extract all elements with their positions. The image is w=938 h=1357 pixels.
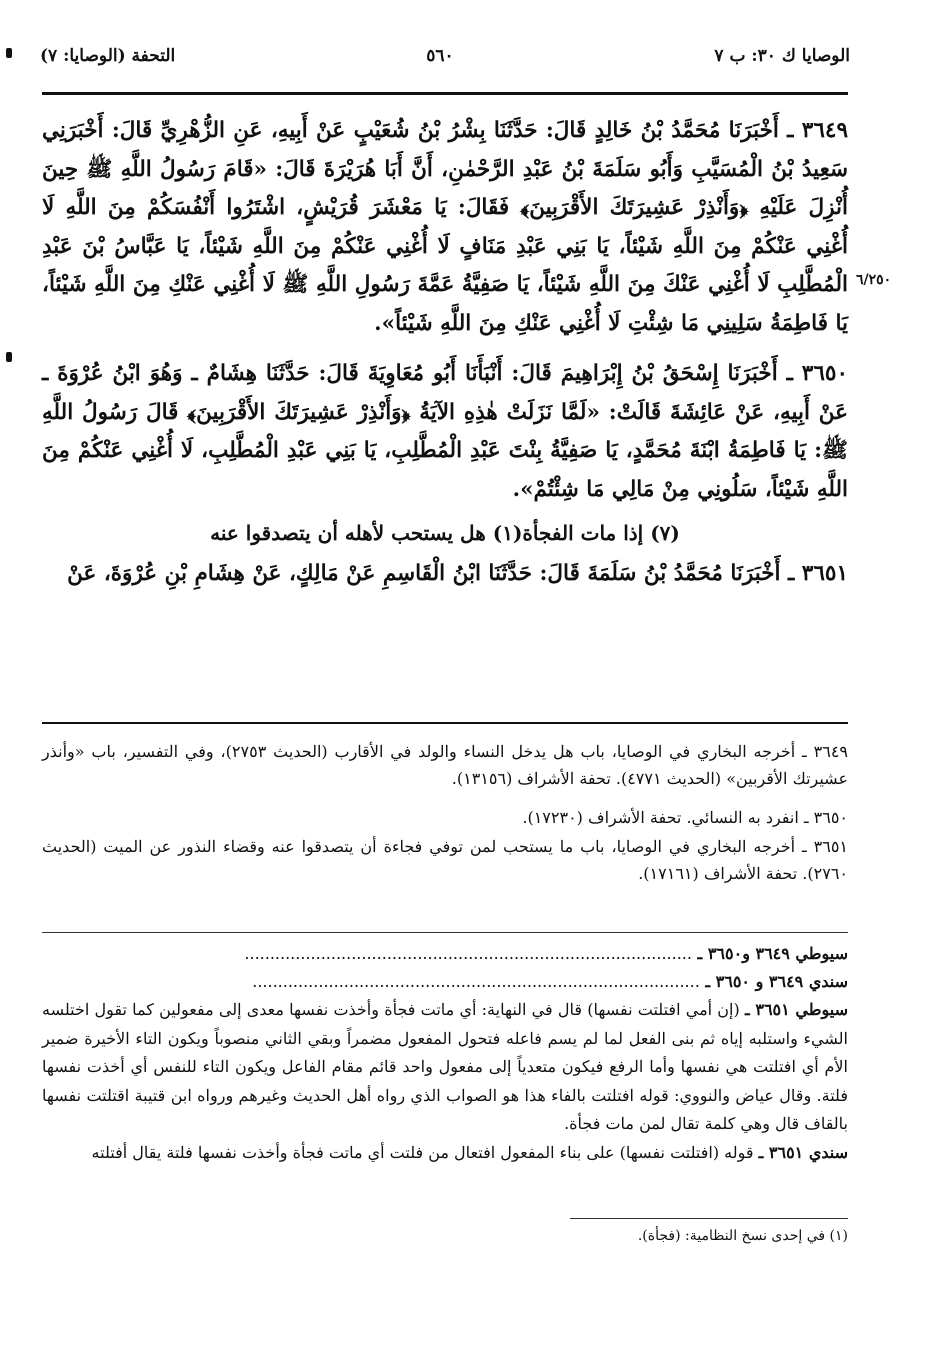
hadith-3649: ٣٦٤٩ ـ أَخْبَرَنَا مُحَمَّدُ بْنُ خَالِدٍ قَالَ: حَدَّثَنَا بِشْرُ بْنُ شُعَيْبٍ عَنْ أَبِيهِ، عَنِ الزُّهْرِيِّ قَالَ: أَخْبَرَنِي سَعِيدُ بْنُ الْمُسَيَّبِ وَأَبُو سَلَمَةَ بْنُ عَبْدِ الرَّحْمٰنِ، أَنَّ أَبَا هُرَيْرَةَ قَالَ: «قَامَ رَسُولُ اللَّهِ ﷺ حِينَ أُنْزِلَ عَلَيْهِ ﴿وَأَنْذِرْ عَشِيرَتَكَ الأَقْرَبِينَ﴾ فَقَالَ: يَا مَعْشَرَ قُرَيْشٍ، اشْتَرُوا أَنْفُسَكُمْ مِنَ اللَّهِ لَا أُغْنِي عَنْكُمْ مِنَ اللَّهِ شَيْئاً، يَا بَنِي عَبْدِ مَنَافٍ لَا أُغْنِي عَنْكُمْ مِنَ اللَّهِ شَيْئاً، يَا عَبَّاسُ بْنَ عَبْدِ الْمُطَّلِبِ لَا أُغْنِي عَنْكَ مِنَ اللَّهِ شَيْئاً، يَا صَفِيَّةُ عَمَّةَ رَسُولِ اللَّهِ ﷺ لَا أُغْنِي عَنْكِ مِنَ اللَّهِ شَيْئاً، يَا فَاطِمَةُ سَلِينِي مَا شِئْتِ لَا أُغْنِي عَنْكِ مِنَ اللَّهِ شَيْئاً».	[42, 118, 848, 336]
dot-leader: ........................................................................................	[252, 972, 700, 991]
commentary-paragraph	[42, 996, 848, 1139]
page-number: ٥٦٠	[426, 46, 454, 66]
page-header	[30, 42, 850, 76]
main-text	[42, 112, 848, 606]
commentary-ref-label: سندي ٣٦٤٩ و ٣٦٥٠ ـ	[705, 972, 848, 991]
chapter-heading: (٧) إذا مات الفجأة(١) هل يستحب لأهله أن يتصدقوا عنه	[210, 521, 680, 545]
commentary-paragraph	[42, 1139, 848, 1168]
takhrij-note: ٣٦٥٠ ـ انفرد به النسائي. تحفة الأشراف (١٧٢٣٠).	[522, 808, 848, 827]
hadith-3651: ٣٦٥١ ـ أَخْبَرَنَا مُحَمَّدُ بْنُ سَلَمَةَ قَالَ: حَدَّثَنَا ابْنُ الْقَاسِمِ عَنْ مَالِكٍ، عَنْ هِشَامِ بْنِ عُرْوَةَ، عَنْ	[67, 561, 848, 586]
dot-leader: ........................................................................................	[244, 944, 692, 963]
margin-volume-ref: ٦/٢٥٠	[856, 272, 892, 288]
section-rule	[42, 722, 848, 724]
commentary-ref-line	[42, 968, 848, 996]
commentary-text: (إن أمي افتلتت نفسها) قال في النهاية: أي ماتت فجأة وأخذت نفسها معدى إلى مفعولين كما تقول اختلسه الشيء واستلبه إياه ثم بنى الفعل لما لم يسم فاعله فتحول المفعول مضمراً وبقي الثاني منصوباً ويكون التاء الأخيرة ضمير الأم أي افتلتت هي نفسها وأما الرفع فيكون متعدياً إلى مفعول واحد قائم مقام الفاعل ويكون التاء للنفس أي أخذت نفسها فلتة. وقال عياض والنووي: قوله افتلتت بالفاء هذا هو الصواب الذي رواه أهل الحديث وغيرهم ورواه ابن قتيبة اقتلتت نفسها بالقاف قال وهي كلمة تقال لمن مات فجأة.	[42, 1000, 848, 1133]
commentary-ref-label: سيوطي ٣٦٤٩ و٣٦٥٠ ـ	[697, 944, 848, 963]
hadith-3650: ٣٦٥٠ ـ أَخْبَرَنَا إِسْحَقُ بْنُ إِبْرَاهِيمَ قَالَ: أَنْبَأَنَا أَبُو مُعَاوِيَةَ قَالَ: حَدَّثَنَا هِشَامٌ ـ وَهُوَ ابْنُ عُرْوَةَ ـ عَنْ أَبِيهِ، عَنْ عَائِشَةَ قَالَتْ: «لَمَّا نَزَلَتْ هٰذِهِ الآيَةُ ﴿وَأَنْذِرْ عَشِيرَتَكَ الأَقْرَبِينَ﴾ قَالَ رَسُولُ اللَّهِ ﷺ: يَا فَاطِمَةُ ابْنَةَ مُحَمَّدٍ، يَا صَفِيَّةُ بِنْتَ عَبْدِ الْمُطَّلِبِ، يَا بَنِي عَبْدِ الْمُطَّلِبِ، لَا أُغْنِي عَنْكُمْ مِنَ اللَّهِ شَيْئاً، سَلُونِي مِنْ مَالِي مَا شِئْتُمْ».	[42, 361, 848, 502]
footnote: (١) في إحدى نسخ النظامية: (فجأة).	[637, 1228, 848, 1244]
header-chapter-ref: الوصايا ك ٣٠: ب ٧	[714, 46, 850, 66]
takhrij-notes	[42, 738, 848, 899]
commentary-ref-line	[42, 940, 848, 968]
takhrij-note: ٣٦٥١ ـ أخرجه البخاري في الوصايا، باب ما يستحب لمن توفي فجاءة أن يتصدقوا عنه وقضاء النذور عن الميت (الحديث ٢٧٦٠). تحفة الأشراف (١٧١٦١).	[42, 837, 848, 883]
header-tuhfa-ref: التحفة (الوصايا: ٧)	[40, 46, 176, 66]
footnote-rule	[570, 1218, 848, 1219]
commentary-rule	[42, 932, 848, 933]
header-rule	[42, 92, 848, 95]
takhrij-note: ٣٦٤٩ ـ أخرجه البخاري في الوصايا، باب هل يدخل النساء والولد في الأقارب (الحديث ٢٧٥٣)، وفي التفسير، باب «وأنذر عشيرتك الأقربين» (الحديث ٤٧٧١). تحفة الأشراف (١٣١٥٦).	[42, 742, 848, 788]
margin-mark	[6, 352, 12, 362]
commentary-text: قوله (افتلتت نفسها) على بناء المفعول افتعال من فلتت أي ماتت فجأة وأخذت نفسها فلتة يقال أفتلته	[91, 1142, 754, 1162]
margin-mark	[6, 48, 12, 58]
commentary-lead: سندي ٣٦٥١ ـ	[758, 1142, 848, 1162]
commentary-section	[42, 940, 848, 1167]
commentary-lead: سيوطي ٣٦٥١ ـ	[744, 1000, 849, 1019]
